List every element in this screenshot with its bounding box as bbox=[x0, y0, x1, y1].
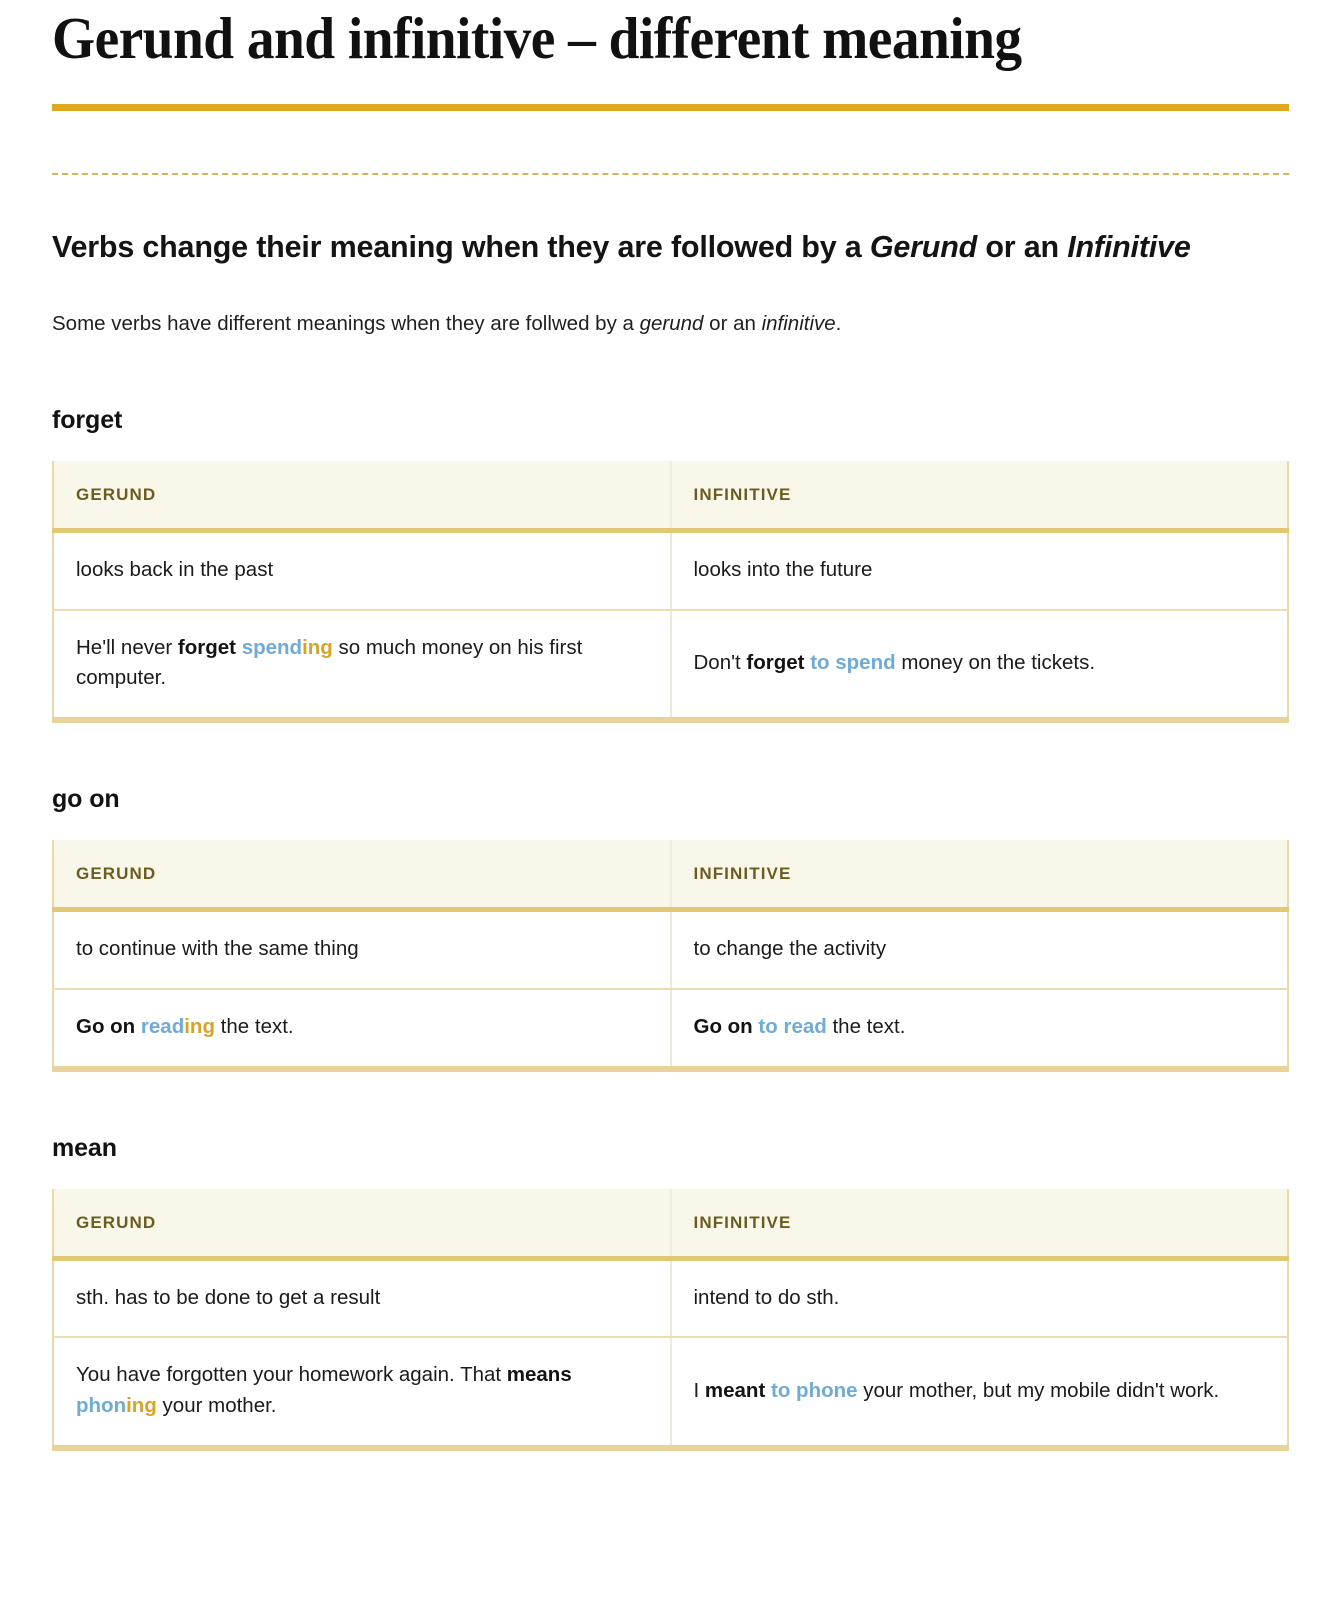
meaning-cell-infinitive: intend to do sth. bbox=[671, 1258, 1289, 1337]
verb-heading: forget bbox=[52, 405, 123, 434]
title-underline-rule bbox=[52, 104, 1289, 111]
meaning-cell-gerund: looks back in the past bbox=[53, 530, 671, 609]
column-header-gerund: GERUND bbox=[53, 461, 671, 531]
comparison-table bbox=[52, 1189, 1289, 1451]
comparison-table bbox=[52, 461, 1289, 723]
column-header-infinitive: INFINITIVE bbox=[671, 840, 1289, 910]
verb-section-go-on bbox=[52, 785, 1289, 1072]
meaning-cell-gerund: to continue with the same thing bbox=[53, 910, 671, 989]
table-header-row bbox=[53, 1189, 1288, 1259]
table-row bbox=[53, 1337, 1288, 1448]
verb-section-forget bbox=[52, 406, 1289, 723]
example-cell-infinitive: Go on to read the text. bbox=[671, 989, 1289, 1069]
example-cell-gerund: He'll never forget spending so much money on his first computer. bbox=[53, 610, 671, 721]
table-header-row bbox=[53, 840, 1288, 910]
table-row bbox=[53, 530, 1288, 609]
example-cell-infinitive: I meant to phone your mother, but my mobile didn't work. bbox=[671, 1337, 1289, 1448]
table-row bbox=[53, 989, 1288, 1069]
table-row bbox=[53, 910, 1288, 989]
meaning-cell-gerund: sth. has to be done to get a result bbox=[53, 1258, 671, 1337]
table-row bbox=[53, 610, 1288, 721]
column-header-gerund: GERUND bbox=[53, 1189, 671, 1259]
example-cell-gerund: Go on reading the text. bbox=[53, 989, 671, 1069]
comparison-table bbox=[52, 840, 1289, 1072]
example-cell-infinitive: Don't forget to spend money on the tickets. bbox=[671, 610, 1289, 721]
dashed-separator bbox=[52, 173, 1289, 175]
column-header-gerund: GERUND bbox=[53, 840, 671, 910]
lead-heading: Verbs change their meaning when they are followed by a Gerund or an Infinitive bbox=[52, 229, 1191, 264]
table-row bbox=[53, 1258, 1288, 1337]
example-cell-gerund: You have forgotten your homework again. That means phoning your mother. bbox=[53, 1337, 671, 1448]
verb-heading: mean bbox=[52, 1133, 117, 1162]
table-header-row bbox=[53, 461, 1288, 531]
meaning-cell-infinitive: to change the activity bbox=[671, 910, 1289, 989]
column-header-infinitive: INFINITIVE bbox=[671, 1189, 1289, 1259]
page-title: Gerund and infinitive – different meaning bbox=[52, 5, 1022, 71]
lead-paragraph: Some verbs have different meanings when they are follwed by a gerund or an infinitive. bbox=[52, 312, 842, 336]
meaning-cell-infinitive: looks into the future bbox=[671, 530, 1289, 609]
column-header-infinitive: INFINITIVE bbox=[671, 461, 1289, 531]
verb-heading: go on bbox=[52, 785, 120, 814]
verb-section-mean bbox=[52, 1134, 1289, 1451]
